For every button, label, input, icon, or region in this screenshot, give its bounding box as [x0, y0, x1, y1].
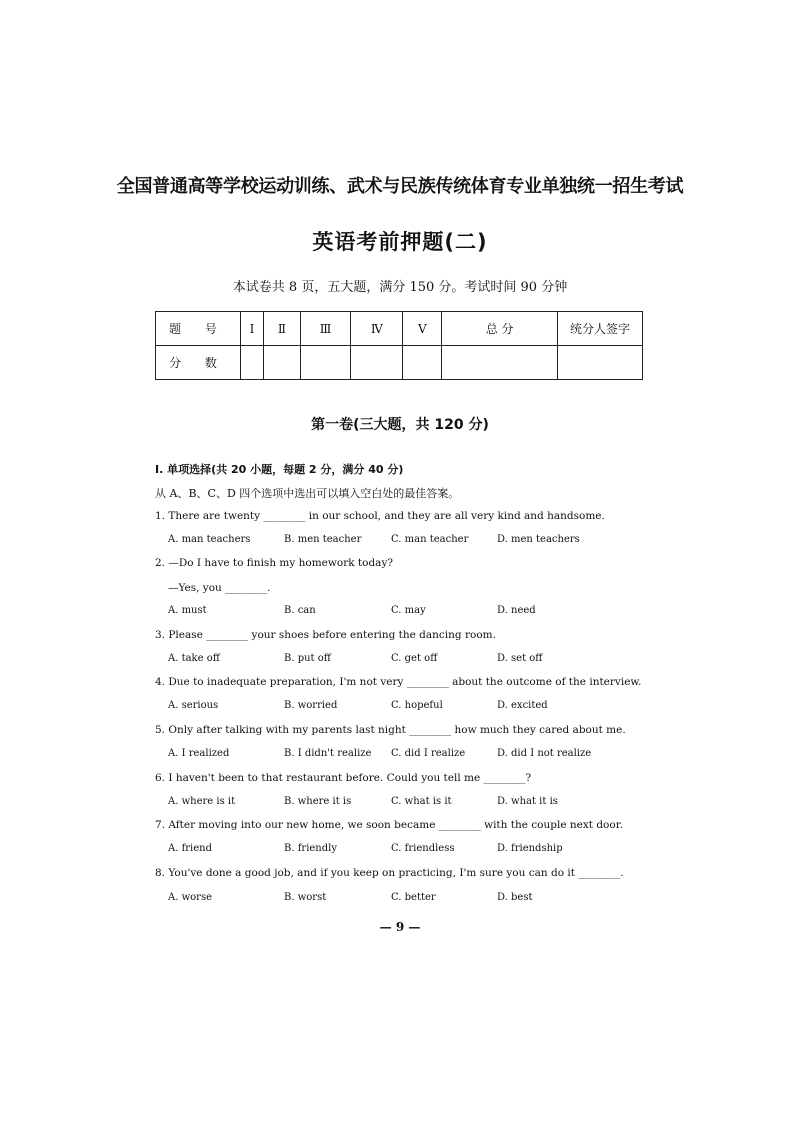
score-input-4 [351, 346, 403, 380]
option-d: D. best [497, 892, 533, 903]
question-stem: 8. You've done a good job, and if you keep on practicing, I'm sure you can do it ________. [155, 867, 624, 879]
option-c: C. what is it [391, 796, 452, 807]
option-a: A. man teachers [168, 534, 251, 545]
exam-header-title: 全国普通高等学校运动训练、武术与民族传统体育专业单独统一招生考试 [116, 176, 684, 197]
score-table-header-row [156, 312, 643, 346]
score-cell-section-3: Ⅲ [300, 312, 350, 346]
option-b: B. put off [284, 653, 331, 664]
score-table [155, 311, 643, 380]
question-stem: 3. Please ________ your shoes before entering the dancing room. [155, 629, 496, 641]
option-a: A. worse [168, 892, 212, 903]
score-cell-section-1: Ⅰ [241, 312, 264, 346]
option-c: C. may [391, 605, 426, 616]
question-stem: 5. Only after talking with my parents last night ________ how much they cared about me. [155, 724, 626, 736]
option-b: B. where it is [284, 796, 352, 807]
option-c: C. did I realize [391, 748, 466, 759]
score-cell-total: 总 分 [442, 312, 558, 346]
option-a: A. must [168, 605, 207, 616]
score-cell-section-4: Ⅳ [351, 312, 403, 346]
question-stem: 7. After moving into our new home, we soon became ________ with the couple next door. [155, 819, 623, 831]
option-a: A. where is it [168, 796, 236, 807]
option-a: A. serious [168, 700, 219, 711]
question-response: —Yes, you ________. [168, 582, 271, 594]
score-input-2 [264, 346, 301, 380]
option-c: C. hopeful [391, 700, 443, 711]
question-stem: 2. —Do I have to finish my homework today? [155, 557, 394, 569]
option-b: B. worst [284, 892, 327, 903]
option-c: C. friendless [391, 843, 455, 854]
option-c: C. man teacher [391, 534, 469, 545]
option-d: D. friendship [497, 843, 563, 854]
option-c: C. get off [391, 653, 438, 664]
question-stem: 6. I haven't been to that restaurant before. Could you tell me ________? [155, 772, 532, 784]
question-stem: 1. There are twenty ________ in our school, and they are all very kind and handsome. [155, 510, 605, 522]
option-d: D. excited [497, 700, 548, 711]
volume-title: 第一卷(三大题，共 120 分) [311, 417, 489, 433]
score-cell-label: 题 号 [156, 312, 241, 346]
score-input-3 [300, 346, 350, 380]
document-title: 英语考前押题(二) [312, 230, 488, 254]
option-d: D. set off [497, 653, 543, 664]
option-a: A. I realized [168, 748, 230, 759]
page-number: — 9 — [379, 920, 421, 934]
option-b: B. friendly [284, 843, 337, 854]
option-a: A. friend [168, 843, 213, 854]
option-a: A. take off [168, 653, 220, 664]
section-instruction: 从 A、B、C、D 四个选项中选出可以填入空白处的最佳答案。 [155, 487, 460, 500]
score-input-1 [241, 346, 264, 380]
option-b: B. men teacher [284, 534, 362, 545]
section-heading: Ⅰ. 单项选择(共 20 小题，每题 2 分，满分 40 分) [155, 463, 404, 476]
score-input-signature [558, 346, 643, 380]
score-row-label: 分 数 [156, 346, 241, 380]
score-input-total [442, 346, 558, 380]
option-b: B. worried [284, 700, 338, 711]
question-stem: 4. Due to inadequate preparation, I'm not very ________ about the outcome of the interview. [155, 676, 642, 688]
score-cell-section-5: Ⅴ [403, 312, 442, 346]
option-c: C. better [391, 892, 436, 903]
option-d: D. what it is [497, 796, 558, 807]
score-cell-section-2: Ⅱ [264, 312, 301, 346]
exam-info: 本试卷共 8 页，五大题，满分 150 分。考试时间 90 分钟 [232, 280, 568, 295]
option-d: D. need [497, 605, 536, 616]
option-d: D. did I not realize [497, 748, 592, 759]
option-d: D. men teachers [497, 534, 580, 545]
option-b: B. can [284, 605, 316, 616]
score-input-5 [403, 346, 442, 380]
score-cell-signature: 统分人签字 [558, 312, 643, 346]
option-b: B. I didn't realize [284, 748, 372, 759]
score-table-score-row [156, 346, 643, 380]
